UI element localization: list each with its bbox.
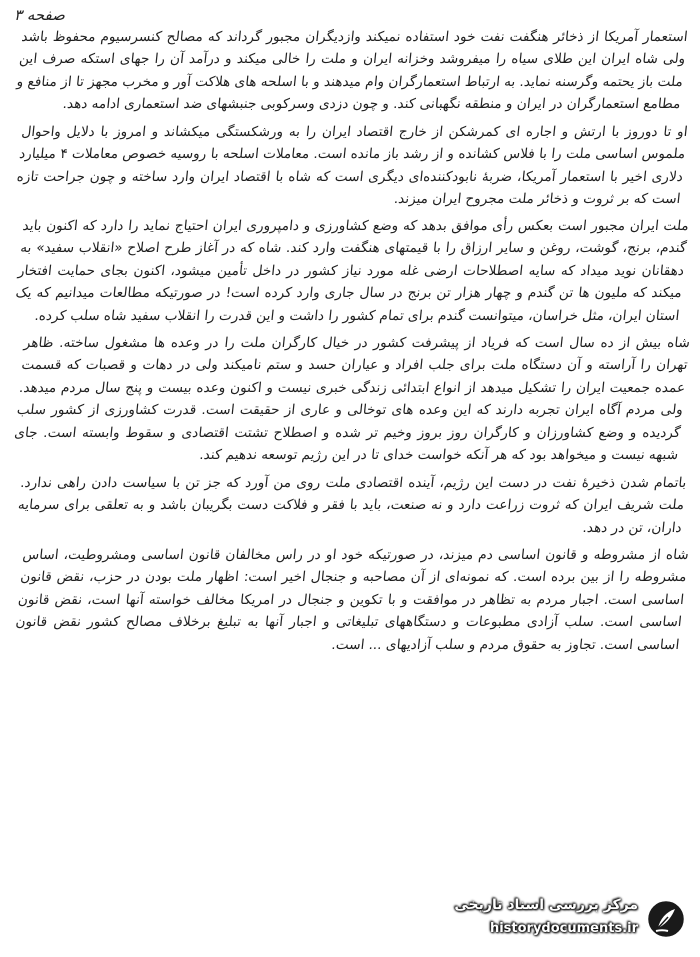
paragraph-5: باتمام شدن ذخیرۀ نفت در دست این رژیم، آینده اقتصادی ملت روی من آورد که جز تن با سیاست دادن راهی ندارد. ملت شریف ایران که ثروت زراعت دارد و نه صنعت، باید با فقر و فلاکت دست بگریبان باشد و به تعلقی برای سرمایه داران، تن در دهد. bbox=[17, 474, 688, 536]
paragraph-3: ملت ایران مجبور است بعکس رأی موافق بدهد که وضع کشاورزی و دامپروری ایران احتیاج نماید را دارد که اکنون باید گندم، برنج، گوشت، روغن و سایر ارزاق را با قیمتهای هنگفت وارد کند. شاه که در آغاز طرح اصلاح «انقلاب سفید» به دهقانان نوید میداد که سایه اصطلاحات ارضی غله مورد نیاز کشور در داخل تأمین میشود، اکنون بجای حمایت افتخار میکند که ملیون ها تن گندم و چهار هزار تن برنج در سال جاری وارد کرده است! در صورتیکه مطالعات میدانیم که یک استان ایران، مثل خراسان، میتوانست گندم برای تمام کشور را داشت و این قدرت را انقلاب سفید شاه سلب کرده. bbox=[14, 218, 690, 324]
page-number: صفحه ۳ bbox=[14, 6, 65, 24]
paragraph-4: شاه بیش از ده سال است که فریاد از پیشرفت کشور در خیال کارگران ملت را در وعده ها مشغول ساخته. ظاهر تهران را آراسته و آن دستگاه ملت برای جلب افراد و عیاران حسد و ستم نامیکند ولی در دهات و قصبات که قسمت عمده جمعیت ایران را تشکیل میدهد از انواع ابتدائی زندگی خبری نیست و اکنون وعده بیست و پنج سال مردم میدهد. ولی مردم آگاه ایران تجربه دارند که این وعده های توخالی و عاری از حقیقت است. قدرت کشاورزی از کشور سلب گردیده و وضع کشاورزان و کارگران روز بروز وخیم تر شده و اصطلاح تشتت اقتصادی و سقوط وابسته است. جای شبهه نیست و میخواهد بود که هر آنکه خواست خدای تا در این رژیم توسعه ندهیم کند. bbox=[13, 335, 691, 464]
paragraph-1: استعمار آمریکا از ذخائر هنگفت نفت خود استفاده نمیکند وازدیگران مجبور گرداند که مصالح کنسرسیوم محفوظ باشد ولی شاه ایران این طلای سیاه را میفروشد وخزانه ایران و ملت را خالی میکند و درآمد آن را جهای استکه صرف این ملت باز یحتمه وگرسنه نماید. به ارتباط استعمارگران وام میدهند و با اسلحه های هلاکت آور و مخرب مجهز تا از منافع و مطامع استعمارگران در ایران و منطقه نگهبانی کند. و چون دزدی وسرکوبی جنبشهای ضد استعماری ادامه دهد. bbox=[16, 29, 689, 113]
handwritten-text bbox=[13, 26, 691, 661]
watermark-url: historydocuments.ir bbox=[489, 921, 638, 936]
quill-emblem-icon bbox=[644, 897, 688, 941]
paragraph-6: شاه از مشروطه و قانون اساسی دم میزند، در صورتیکه خود او در راس مخالفان قانون اساسی ومشروطیت، اساس مشروطه را از بین برده است. که نمونه‌ای از آن مصاحبه و جنجال اخیر است: اظهار ملت بودن در حزب، نقض قانون اساسی است. اجبار مردم به تظاهر در موافقت و با تکوین و جنجال در امریکا مخالف خواسته آنها است، نقض قانون اساسی است. سلب آزادی مطبوعات و دستگاههای تبلیغاتی و اجبار آنها به تبلیغ برخلاف مصالح کشور نقض قانون اساسی است. تجاوز به حقوق مردم و سلب آزادیهای ... است. bbox=[14, 546, 690, 653]
watermark bbox=[432, 893, 692, 951]
watermark-title: مرکز بررسی اسناد تاریخی bbox=[454, 897, 638, 913]
paragraph-2: او تا دوروز با ارتش و اجاره ای کمرشکن از خارج اقتصاد ایران را به ورشکستگی میکشاند و امروز با دلایل واحوال ملموس اساسی ملت را با فلاس کشانده و از رشد باز مانده است. معاملات اسلحه با روسیه خصوص معاملات ۴ میلیارد دلاری اخیر با استعمار آمریکا، ضربۀ نابودکننده‌ای دیگری است که شاه با اقتصاد ایران وارد ساخته و چون جراحت تازه است که بر ثروت و ذخائر ملت مجروح ایران میزند. bbox=[16, 123, 689, 207]
